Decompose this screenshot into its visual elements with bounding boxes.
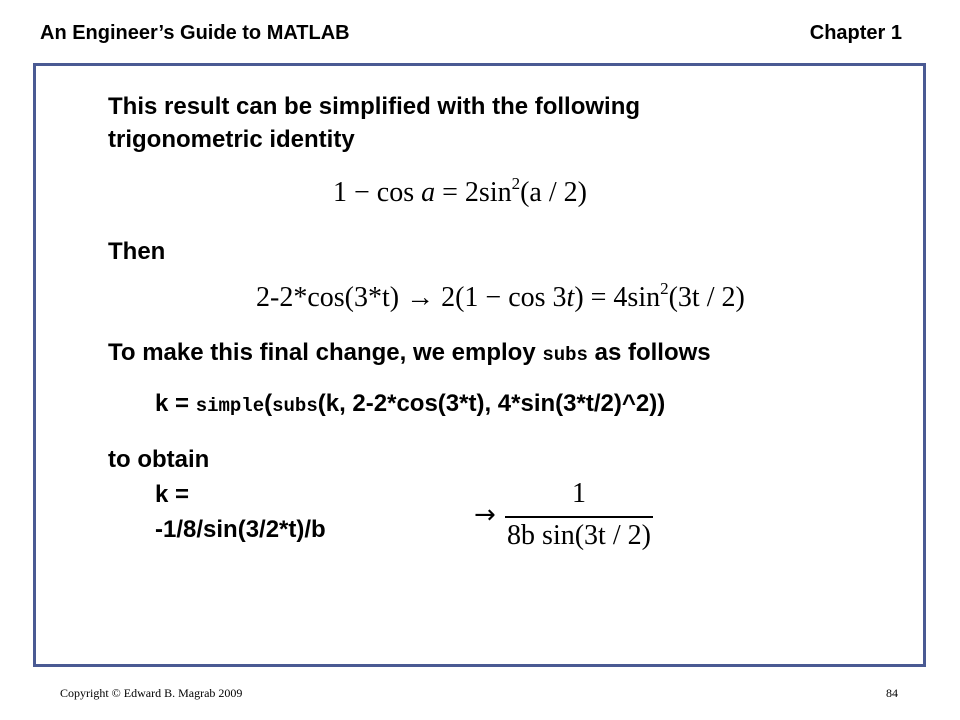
identity-eq: = 2sin [435,177,512,208]
text-line-1: This result can be simplified with the following [108,93,641,120]
page-number: 84 [886,686,898,700]
subs-pre: To make this final change, we employ [108,339,543,366]
right-arrow-icon: → [474,500,496,530]
command-line [155,390,665,418]
subs-code: subs [542,344,588,366]
right-arrow-icon: → [406,282,435,313]
copyright: Copyright © Edward B. Magrab 2009 [60,686,243,700]
header-title: An Engineer’s Guide to MATLAB [40,22,350,44]
cmd-k-eq: k = [155,390,196,417]
obtain-label: to obtain [108,446,210,473]
fraction-numerator: 1 [572,478,586,509]
identity-power: 2 [511,174,521,193]
transform-power: 2 [660,279,669,298]
then-label: Then [108,238,166,265]
result-expression: -1/8/sin(3/2*t)/b [155,516,326,543]
fraction-bar [505,516,653,518]
result-k: k = [155,481,190,508]
transform-equation [256,279,745,314]
fraction-denominator: 8b sin(3t / 2) [507,520,651,551]
subs-sentence [108,339,711,367]
identity-lhs: 1 − cos [333,177,415,208]
cmd-paren: ( [264,390,273,417]
identity-equation [333,174,587,209]
transform-rhs1: 2(1 − cos 3 [441,282,567,313]
transform-arg: (3t / 2) [668,282,745,313]
identity-var: a [421,177,436,208]
identity-arg: (a / 2) [520,177,587,208]
cmd-subs: subs [272,395,318,417]
transform-rhs2: ) = 4sin [574,282,661,313]
cmd-simple: simple [195,395,265,417]
text-line-2: trigonometric identity [108,126,355,153]
final-fraction [505,478,653,558]
transform-var: t [566,282,575,313]
subs-post: as follows [587,339,711,366]
transform-code: 2-2*cos(3*t) [256,282,400,313]
cmd-args: (k, 2-2*cos(3*t), 4*sin(3*t/2)^2)) [317,390,666,417]
header-chapter: Chapter 1 [809,22,902,44]
